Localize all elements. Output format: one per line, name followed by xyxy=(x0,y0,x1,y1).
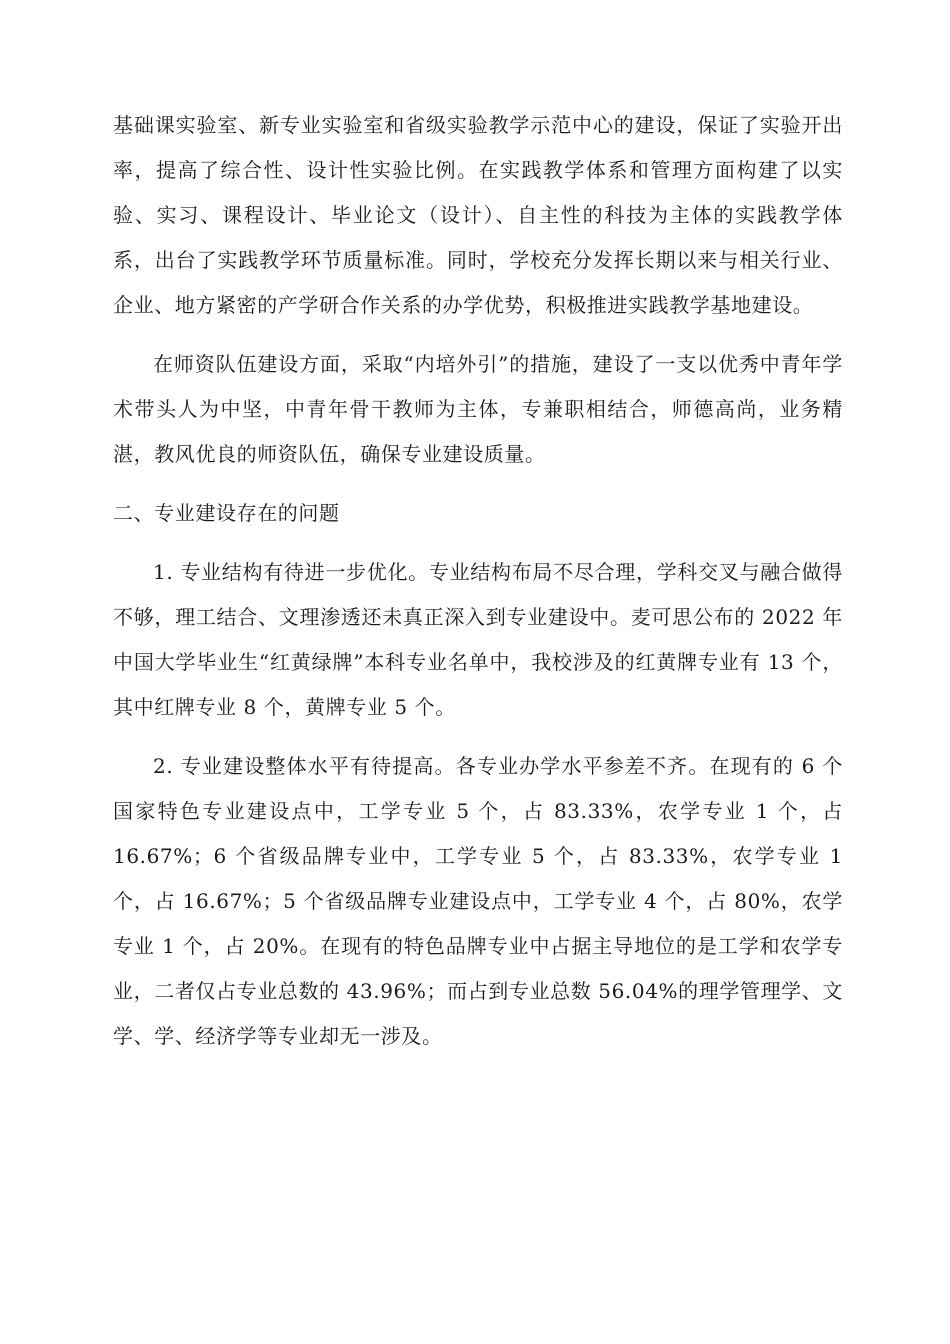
paragraph-faculty: 在师资队伍建设方面，采取“内培外引”的措施，建设了一支以优秀中青年学术带头人为中坚，中青年骨干教师为主体，专兼职相结合，师德高尚，业务精湛，教风优良的师资队伍，确保专业建设质量。 xyxy=(113,352,843,466)
document-body xyxy=(113,103,843,1073)
paragraph-structure-issue: 1. 专业结构有待进一步优化。专业结构布局不尽合理，学科交叉与融合做得不够，理工结合、文理渗透还未真正深入到专业建设中。麦可思公布的 2022 年中国大学毕业生“红黄绿牌”本科专业名单中，我校涉及的红黄牌专业有 13 个，其中红牌专业 8 个，黄牌专业 5 个。 xyxy=(113,560,843,719)
section-heading-problems: 二、专业建设存在的问题 xyxy=(113,501,340,525)
paragraph-level-issue: 2. 专业建设整体水平有待提高。各专业办学水平参差不齐。在现有的 6 个国家特色专业建设点中，工学专业 5 个，占 83.33%，农学专业 1 个，占 16.67%；6 个省级品牌专业中，工学专业 5 个，占 83.33%，农学专业 1 个，占 16.67%；5 个省级品牌专业建设点中，工学专业 4 个，占 80%，农学专业 1 个，占 20%。在现有的特色品牌专业中占据主导地位的是工学和农学专业，二者仅占专业总数的 43.96%；而占到专业总数 56.04%的理学管理学、文学、学、经济学等专业却无一涉及。 xyxy=(113,754,843,1048)
paragraph-practice-teaching: 基础课实验室、新专业实验室和省级实验教学示范中心的建设，保证了实验开出率，提高了综合性、设计性实验比例。在实践教学体系和管理方面构建了以实验、实习、课程设计、毕业论文（设计）、自主性的科技为主体的实践教学体系，出台了实践教学环节质量标准。同时，学校充分发挥长期以来与相关行业、企业、地方紧密的产学研合作关系的办学优势，积极推进实践教学基地建设。 xyxy=(113,113,843,317)
